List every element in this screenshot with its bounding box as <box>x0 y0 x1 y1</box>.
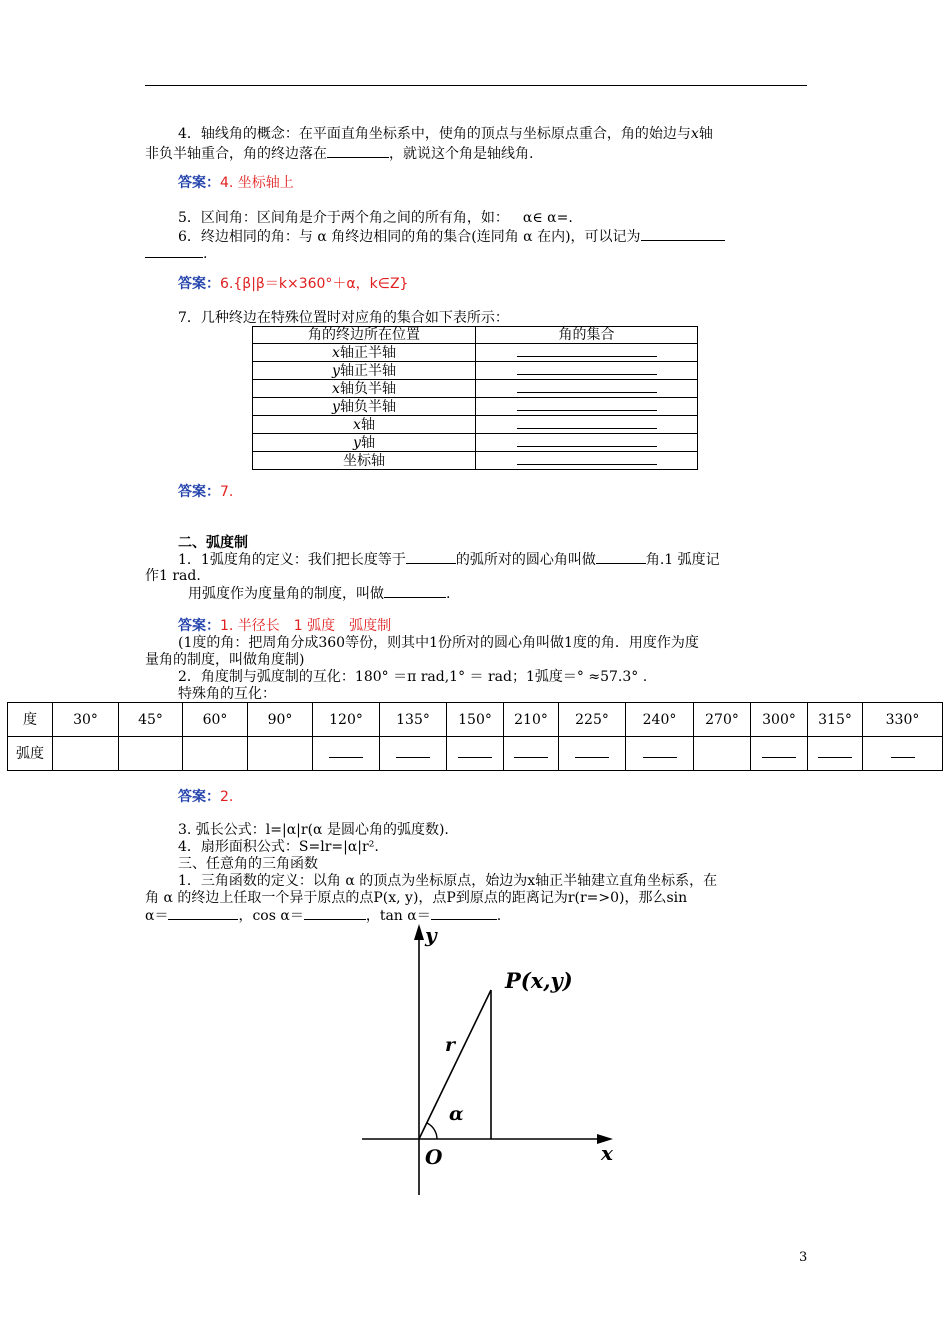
blank-line <box>643 749 677 758</box>
blank-line <box>517 398 657 411</box>
table-header: 角的终边所在位置 <box>253 327 476 344</box>
blank-line <box>458 749 492 758</box>
table-row: y轴负半轴 <box>253 398 698 416</box>
blank-line <box>517 380 657 393</box>
blank-line <box>575 749 609 758</box>
blank-line <box>329 749 363 758</box>
para-6-line2: . <box>145 245 207 263</box>
blank-line <box>818 749 852 758</box>
section-heading-trig: 三、任意角的三角函数 <box>178 856 318 872</box>
blank-line <box>517 452 657 465</box>
arc-length-formula: 3. 弧长公式：l=|α|r(α 是圆心角的弧度数). <box>178 822 449 838</box>
page-number: 3 <box>799 1250 808 1265</box>
table-header: 角的集合 <box>476 327 698 344</box>
table-row: 弧度 <box>8 737 943 771</box>
radian-def-line3: 用弧度作为度量角的制度，叫做 . <box>188 586 451 602</box>
trig-definition-figure <box>355 920 630 1200</box>
blank-line <box>327 145 389 158</box>
table-row: x轴 <box>253 416 698 434</box>
conversion-line: 2．角度制与弧度制的互化：180° ＝π rad,1° ＝ rad；1弧度＝° ≈57.3° . <box>178 669 648 685</box>
blank-line <box>641 228 725 241</box>
section-heading-radian: 二、弧度制 <box>178 535 248 551</box>
alpha-label: α <box>449 1103 464 1125</box>
y-label: y <box>425 923 437 947</box>
blank-line <box>517 416 657 429</box>
blank-line <box>517 434 657 447</box>
para-6-line1: 6．终边相同的角：与 α 角终边相同的角的集合(连同角 α 在内)，可以记为 <box>178 228 725 246</box>
blank-line <box>145 245 203 258</box>
para-5: 5．区间角：区间角是介于两个角之间的所有角，如： α∈ α=. <box>178 210 573 226</box>
table-row: y轴正半轴 <box>253 362 698 380</box>
origin-label: O <box>425 1145 443 1169</box>
radian-def-line2: 作1 rad. <box>145 568 201 584</box>
table-row: y轴 <box>253 434 698 452</box>
blank-line <box>596 551 646 564</box>
blank-line <box>396 749 430 758</box>
point-p-label: P(x,y) <box>505 968 573 993</box>
sector-area-formula: 4．扇形面积公式：S=lr=|α|r². <box>178 839 379 855</box>
table-row: x轴正半轴 <box>253 344 698 362</box>
note-line2: 量角的制度，叫做角度制) <box>145 652 305 668</box>
table-row: 度 30° 45° 60° 90° 120° 135° 150° 210° 225° 240° 270° 300° 315° 330° <box>8 703 943 737</box>
y-axis-arrow <box>414 924 424 940</box>
header-rule <box>145 85 807 86</box>
degree-radian-table <box>7 702 943 771</box>
radian-def-line1: 1．1弧度角的定义：我们把长度等于 的弧所对的圆心角叫做 角.1 弧度记 <box>178 552 720 568</box>
trig-def-line1: 1．三角函数的定义：以角 α 的顶点为坐标原点，始边为x轴正半轴建立直角坐标系，在 <box>178 873 718 889</box>
blank-line <box>514 749 548 758</box>
angle-arc <box>427 1123 437 1139</box>
x-label: x <box>601 1141 613 1165</box>
answer-7: 答案：7. <box>178 484 234 500</box>
blank-line <box>517 344 657 357</box>
blank-line <box>762 749 796 758</box>
blank-line <box>406 551 456 564</box>
answer-radian-2: 答案：2. <box>178 789 234 805</box>
para-7: 7．几种终边在特殊位置时对应角的集合如下表所示： <box>178 310 509 326</box>
r-label: r <box>445 1034 456 1056</box>
table-row: 坐标轴 <box>253 452 698 470</box>
special-conversion-label: 特殊角的互化： <box>178 686 276 702</box>
blank-line <box>304 907 366 920</box>
blank-line <box>384 585 446 598</box>
blank-line <box>891 749 915 758</box>
answer-6: 答案：6.{β|β＝k×360°＋α，k∈Z} <box>178 276 409 292</box>
para-4-line1: 4．轴线角的概念：在平面直角坐标系中，使角的顶点与坐标原点重合，角的始边与x轴 <box>178 126 713 142</box>
trig-def-line2: 角 α 的终边上任取一个异于原点的点P(x, y)，点P到原点的距离记为r(r=>0)，那么sin <box>145 890 688 906</box>
para-4-line2: 非负半轴重合，角的终边落在 ，就说这个角是轴线角. <box>145 146 534 162</box>
table-row: x轴负半轴 <box>253 380 698 398</box>
trig-def-line3: α＝ ，cos α＝ ，tan α＝ . <box>145 908 502 924</box>
blank-line <box>431 907 497 920</box>
blank-line <box>168 907 238 920</box>
special-angle-table <box>252 326 698 470</box>
blank-line <box>517 362 657 375</box>
note-line1: (1度的角：把周角分成360等份，则其中1份所对的圆心角叫做1度的角．用度作为度 <box>178 635 699 651</box>
answer-4: 答案：4. 坐标轴上 <box>178 175 294 191</box>
answer-radian-1: 答案：1. 半径长 1 弧度 弧度制 <box>178 618 392 634</box>
